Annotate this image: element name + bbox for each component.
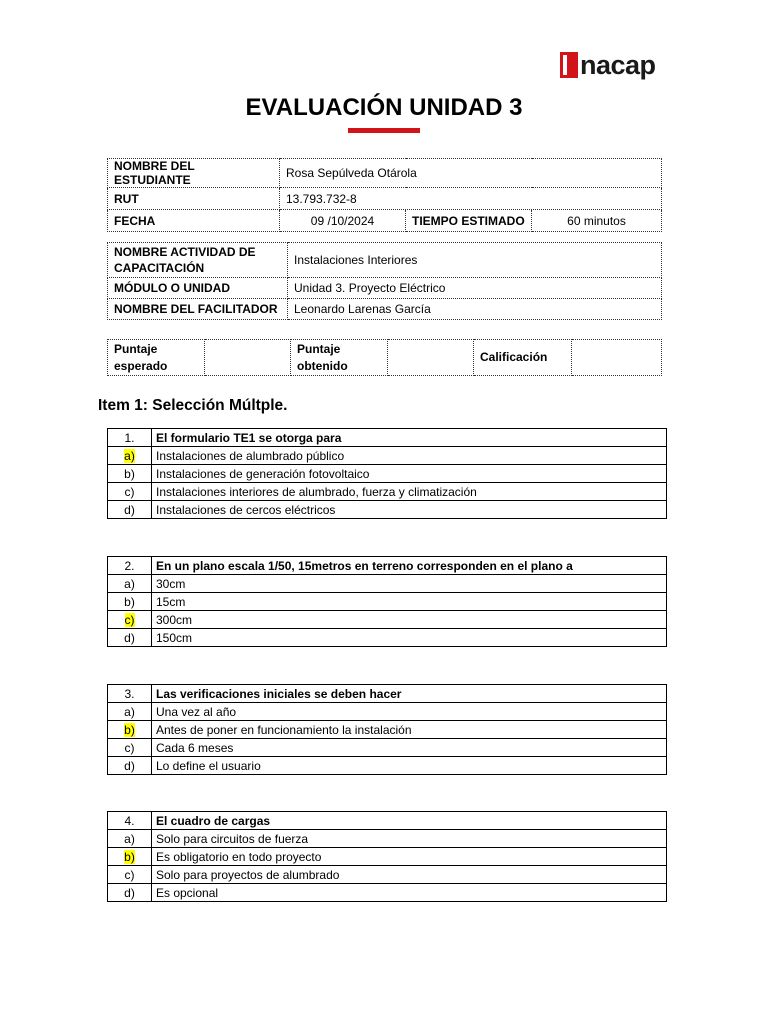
score-row <box>108 340 662 376</box>
student-name-value: Rosa Sepúlveda Otárola <box>280 159 662 188</box>
selected-option-letter: b) <box>124 849 135 864</box>
module-label: MÓDULO O UNIDAD <box>108 278 288 299</box>
option-letter: d) <box>124 630 135 645</box>
option-letter: d) <box>124 502 135 517</box>
student-name-label: NOMBRE DEL ESTUDIANTE <box>108 159 280 188</box>
answer-option-row[interactable] <box>108 884 667 902</box>
rut-label: RUT <box>108 188 280 210</box>
option-text: Lo define el usuario <box>152 757 667 775</box>
option-text: 15cm <box>152 593 667 611</box>
student-name-row <box>108 159 662 188</box>
date-value: 09 /10/2024 <box>280 210 406 232</box>
option-letter-cell[interactable] <box>108 593 152 611</box>
answer-option-row[interactable] <box>108 629 667 647</box>
option-letter: b) <box>124 594 135 609</box>
option-letter-cell[interactable] <box>108 483 152 501</box>
answer-option-row[interactable] <box>108 830 667 848</box>
facilitator-row <box>108 299 662 320</box>
rut-value: 13.793.732-8 <box>280 188 662 210</box>
grade-value[interactable] <box>572 340 662 376</box>
answer-option-row[interactable] <box>108 501 667 519</box>
option-text: Una vez al año <box>152 703 667 721</box>
activity-row <box>108 243 662 278</box>
option-letter-cell[interactable] <box>108 611 152 629</box>
activity-info-table <box>107 242 662 320</box>
option-text: 150cm <box>152 629 667 647</box>
question-text: El formulario TE1 se otorga para <box>152 429 667 447</box>
facilitator-value: Leonardo Larenas García <box>288 299 662 320</box>
option-text: Instalaciones de cercos eléctricos <box>152 501 667 519</box>
answer-option-row[interactable] <box>108 866 667 884</box>
option-text: Solo para proyectos de alumbrado <box>152 866 667 884</box>
option-text: Solo para circuitos de fuerza <box>152 830 667 848</box>
option-letter: d) <box>124 758 135 773</box>
module-row <box>108 278 662 299</box>
question-number: 3. <box>108 685 152 703</box>
option-text: Instalaciones de generación fotovoltaico <box>152 465 667 483</box>
option-letter: c) <box>124 867 135 882</box>
option-letter: a) <box>124 831 135 846</box>
option-letter-cell[interactable] <box>108 575 152 593</box>
question-header-row <box>108 429 667 447</box>
answer-option-row[interactable] <box>108 611 667 629</box>
option-text: Antes de poner en funcionamiento la instalación <box>152 721 667 739</box>
question-header-row <box>108 557 667 575</box>
option-letter-cell[interactable] <box>108 447 152 465</box>
option-letter: c) <box>124 484 135 499</box>
answer-option-row[interactable] <box>108 593 667 611</box>
date-label: FECHA <box>108 210 280 232</box>
option-letter-cell[interactable] <box>108 866 152 884</box>
rut-row <box>108 188 662 210</box>
logo-mark-icon <box>560 52 578 78</box>
answer-option-row[interactable] <box>108 447 667 465</box>
option-text: Instalaciones interiores de alumbrado, fuerza y climatización <box>152 483 667 501</box>
student-info-table <box>107 158 662 232</box>
obtained-score-label: Puntaje obtenido <box>291 340 388 376</box>
question-number: 1. <box>108 429 152 447</box>
date-row <box>108 210 662 232</box>
question-header-row <box>108 685 667 703</box>
option-text: 300cm <box>152 611 667 629</box>
option-letter: a) <box>124 704 135 719</box>
option-letter-cell[interactable] <box>108 703 152 721</box>
question-number: 4. <box>108 812 152 830</box>
answer-option-row[interactable] <box>108 848 667 866</box>
activity-value: Instalaciones Interiores <box>288 243 662 278</box>
option-letter: c) <box>124 740 135 755</box>
answer-option-row[interactable] <box>108 757 667 775</box>
selected-option-letter: c) <box>124 612 135 627</box>
option-text: Cada 6 meses <box>152 739 667 757</box>
option-letter-cell[interactable] <box>108 884 152 902</box>
question-text: Las verificaciones iniciales se deben hacer <box>152 685 667 703</box>
selected-option-letter: b) <box>124 722 135 737</box>
logo-text: nacap <box>580 49 656 80</box>
expected-score-value[interactable] <box>205 340 291 376</box>
score-table <box>107 339 662 376</box>
option-letter: a) <box>124 576 135 591</box>
answer-option-row[interactable] <box>108 465 667 483</box>
question-text: En un plano escala 1/50, 15metros en terreno corresponden en el plano a <box>152 557 667 575</box>
option-text: Es obligatorio en todo proyecto <box>152 848 667 866</box>
answer-option-row[interactable] <box>108 483 667 501</box>
option-letter-cell[interactable] <box>108 721 152 739</box>
question-4-table <box>107 811 667 902</box>
question-text: El cuadro de cargas <box>152 812 667 830</box>
activity-label: NOMBRE ACTIVIDAD DE CAPACITACIÓN <box>108 243 288 278</box>
question-2-table <box>107 556 667 647</box>
option-letter-cell[interactable] <box>108 465 152 483</box>
option-letter-cell[interactable] <box>108 739 152 757</box>
question-header-row <box>108 812 667 830</box>
question-3-table <box>107 684 667 775</box>
grade-label: Calificación <box>474 340 572 376</box>
option-letter: d) <box>124 885 135 900</box>
page-title: EVALUACIÓN UNIDAD 3 <box>245 94 523 121</box>
answer-option-row[interactable] <box>108 703 667 721</box>
option-text: Instalaciones de alumbrado público <box>152 447 667 465</box>
option-text: 30cm <box>152 575 667 593</box>
answer-option-row[interactable] <box>108 575 667 593</box>
obtained-score-value[interactable] <box>388 340 474 376</box>
time-value: 60 minutos <box>532 210 662 232</box>
answer-option-row[interactable] <box>108 721 667 739</box>
selected-option-letter: a) <box>124 448 135 463</box>
option-letter-cell[interactable] <box>108 629 152 647</box>
title-underline <box>348 128 420 133</box>
option-letter-cell[interactable] <box>108 501 152 519</box>
option-letter-cell[interactable] <box>108 757 152 775</box>
answer-option-row[interactable] <box>108 739 667 757</box>
question-number: 2. <box>108 557 152 575</box>
facilitator-label: NOMBRE DEL FACILITADOR <box>108 299 288 320</box>
question-1-table <box>107 428 667 519</box>
option-letter-cell[interactable] <box>108 848 152 866</box>
expected-score-label: Puntaje esperado <box>108 340 205 376</box>
inacap-logo <box>560 48 656 82</box>
time-label: TIEMPO ESTIMADO <box>406 210 532 232</box>
module-value: Unidad 3. Proyecto Eléctrico <box>288 278 662 299</box>
option-letter-cell[interactable] <box>108 830 152 848</box>
item-heading: Item 1: Selección Múltple. <box>98 397 288 414</box>
option-text: Es opcional <box>152 884 667 902</box>
option-letter: b) <box>124 466 135 481</box>
